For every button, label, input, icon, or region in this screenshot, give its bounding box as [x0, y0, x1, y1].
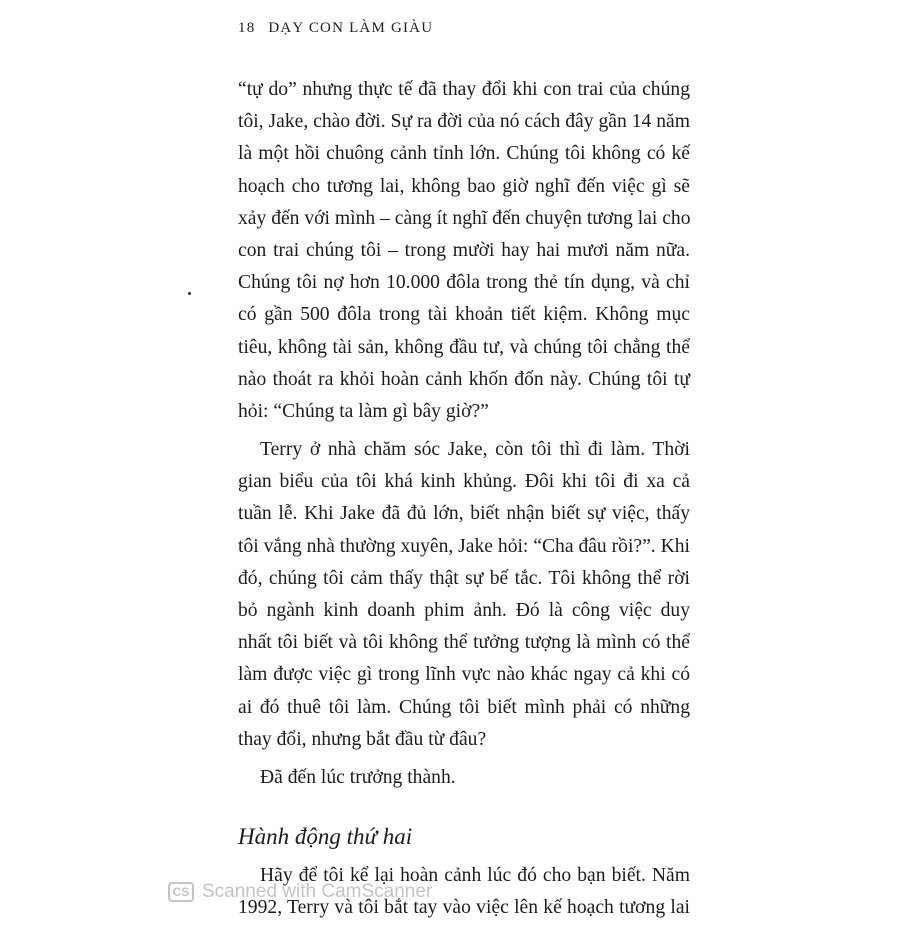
text-line: “tự do” nhưng thực tế đã thay đổi khi con trai của chúng — [238, 79, 690, 100]
text-line: xảy đến với mình – càng ít nghĩ đến chuyện tương lai cho — [238, 207, 691, 229]
text-line: hỏi: “Chúng ta làm gì bây giờ?” — [238, 400, 489, 422]
paragraph-2 — [238, 434, 690, 756]
scan-speck — [188, 292, 191, 295]
text-line: tôi, Jake, chào đời. Sự ra đời của nó cách đây gần 14 năm — [238, 111, 690, 133]
text-line: Terry ở nhà chăm sóc Jake, còn tôi thì đi làm. Thời — [260, 439, 690, 461]
camscanner-logo-icon: CS — [168, 882, 194, 902]
text-line: tôi vắng nhà thường xuyên, Jake hỏi: “Cha đâu rồi?”. Khi — [238, 535, 690, 557]
text-line: đó, chúng tôi cảm thấy thật sự bế tắc. Tôi không thể rời — [238, 567, 690, 589]
text-line: tuần lễ. Khi Jake đã đủ lớn, biết nhận biết sự việc, thấy — [238, 503, 690, 525]
text-line: nhất tôi biết và tôi không thể tưởng tượng là mình có thể — [238, 632, 690, 654]
text-line: 1992, Terry và tôi bắt tay vào việc lên kế hoạch tương lai — [238, 897, 690, 919]
text-line: con trai chúng tôi – trong mười hay hai mươi năm nữa. — [238, 239, 690, 261]
text-line: Chúng tôi nợ hơn 10.000 đôla trong thẻ tín dụng, và chỉ — [238, 272, 690, 294]
text-line: nào thoát ra khỏi hoàn cảnh khốn đốn này. Chúng tôi tự — [238, 368, 690, 390]
text-line: tiêu, không tài sản, không đầu tư, và chúng tôi chẳng thể — [238, 336, 690, 358]
paragraph-1 — [238, 74, 690, 428]
text-line: Đã đến lúc trưởng thành. — [260, 766, 456, 788]
text-line: gian biểu của tôi khá kinh khủng. Đôi khi tôi đi xa cả — [238, 471, 690, 493]
text-line: bỏ ngành kinh doanh phim ảnh. Đó là công việc duy — [238, 600, 690, 621]
text-line: thay đổi, nhưng bắt đầu từ đâu? — [238, 728, 487, 750]
text-line: là một hồi chuông cảnh tỉnh lớn. Chúng tôi không có kế — [238, 143, 690, 165]
text-line: hoạch cho tương lai, không bao giờ nghĩ đến việc gì sẽ — [238, 175, 690, 197]
running-head — [238, 20, 433, 37]
paragraph-3 — [238, 762, 690, 794]
text-line: có gần 500 đôla trong tài khoản tiết kiệm. Không mục — [238, 304, 690, 326]
body-text — [238, 74, 690, 925]
watermark-text: Scanned with CamScanner — [202, 881, 433, 902]
text-line: ai đó thuê tôi làm. Chúng tôi biết mình phải có những — [238, 696, 690, 718]
text-line: Hãy để tôi kể lại hoàn cảnh lúc đó cho bạn biết. Năm — [260, 865, 690, 887]
page-number: 18 — [238, 20, 256, 36]
text-line: làm được việc gì trong lĩnh vực nào khác ngay cả khi có — [238, 664, 690, 686]
book-title: DẠY CON LÀM GIÀU — [268, 20, 434, 36]
camscanner-watermark — [168, 880, 432, 904]
section-heading: Hành động thứ hai — [238, 824, 413, 850]
